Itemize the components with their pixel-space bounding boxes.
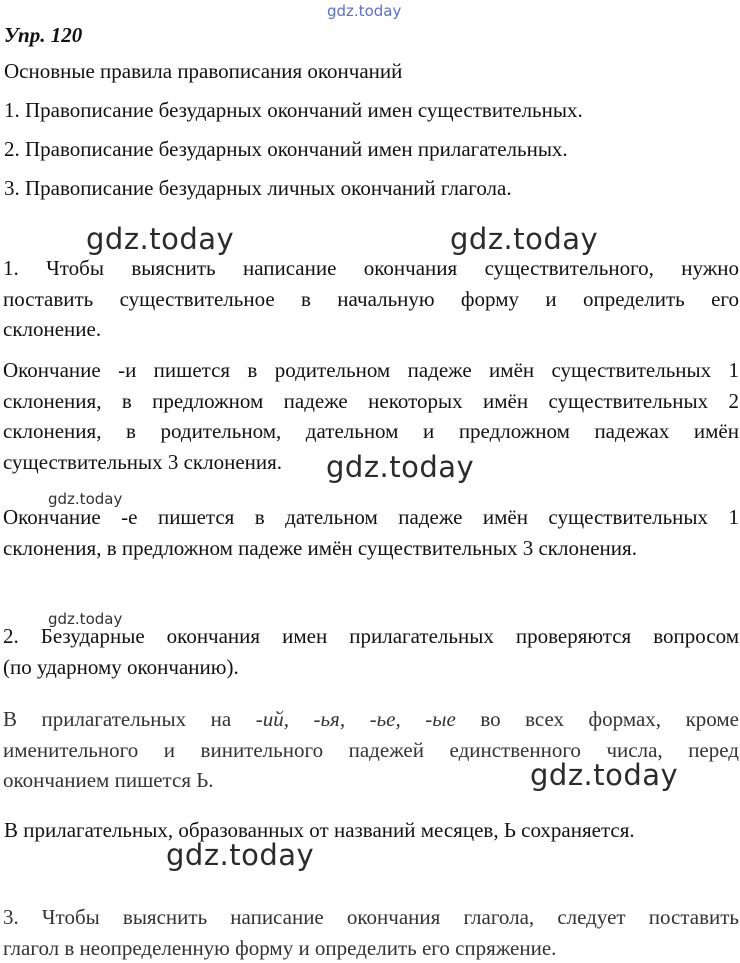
watermark-3: gdz.today (326, 450, 475, 484)
paragraph-line: 1. Чтобы выяснить написание окончания существительного, нужно (3, 256, 739, 280)
watermark-small-1: gdz.today (48, 490, 123, 508)
text-fragment: В прилагательных на (3, 707, 232, 731)
endings-list: -ий, -ья, -ье, -ые (255, 707, 456, 731)
paragraph-line: Окончание -и пишется в родительном падеже имён существительных 1 (3, 358, 739, 382)
watermark-4: gdz.today (530, 758, 679, 792)
paragraph-line: склонения, в предложном падеже имён существительных 3 склонения. (3, 535, 637, 560)
watermark-top: gdz.today (327, 2, 402, 20)
rule-2: 2. Правописание безударных окончаний имен прилагательных. (4, 137, 568, 161)
paragraph-line: 3. Чтобы выяснить написание окончания глагола, следует поставить (3, 905, 739, 929)
paragraph-line: окончанием пишется Ь. (3, 768, 214, 792)
text-fragment: во всех формах, кроме (480, 707, 740, 731)
watermark-small-2: gdz.today (48, 610, 123, 628)
watermark-5: gdz.today (166, 838, 315, 872)
paragraph-line: глагол в неопределенную форму и определить его спряжение. (3, 935, 557, 960)
paragraph-line: 2. Безударные окончания имен прилагательных проверяются вопросом (3, 624, 739, 648)
paragraph-line: склонения, в родительном, дательном и предложном падежах имён (3, 419, 739, 443)
paragraph-line: поставить существительное в начальную форму и определить его (3, 286, 739, 311)
rule-1: 1. Правописание безударных окончаний имен существительных. (4, 98, 583, 122)
paragraph-line: существительных 3 склонения. (3, 449, 283, 474)
paragraph-line: (по ударному окончанию). (3, 654, 239, 679)
paragraph-ending-e (3, 502, 739, 563)
paragraph-line: склонения, в предложном падеже некоторых имён существительных 2 (3, 388, 739, 413)
paragraph-verb-rule (3, 902, 739, 963)
watermark-1: gdz.today (86, 222, 235, 256)
section-heading: Основные правила правописания окончаний (4, 59, 403, 83)
paragraph-line (3, 704, 739, 735)
rule-3: 3. Правописание безударных личных окончаний глагола. (4, 176, 512, 200)
paragraph-months: В прилагательных, образованных от названий месяцев, Ь сохраняется. (4, 818, 635, 842)
watermark-2: gdz.today (450, 222, 599, 256)
paragraph-line: именительного и винительного падежей единственного числа, перед (3, 737, 739, 762)
paragraph-line: Окончание -е пишется в дательном падеже имён существительных 1 (3, 505, 739, 529)
paragraph-line: склонение. (3, 317, 102, 341)
exercise-title: Упр. 120 (4, 23, 83, 47)
paragraph-noun-rule (3, 253, 739, 345)
paragraph-adjective-rule (3, 621, 739, 682)
